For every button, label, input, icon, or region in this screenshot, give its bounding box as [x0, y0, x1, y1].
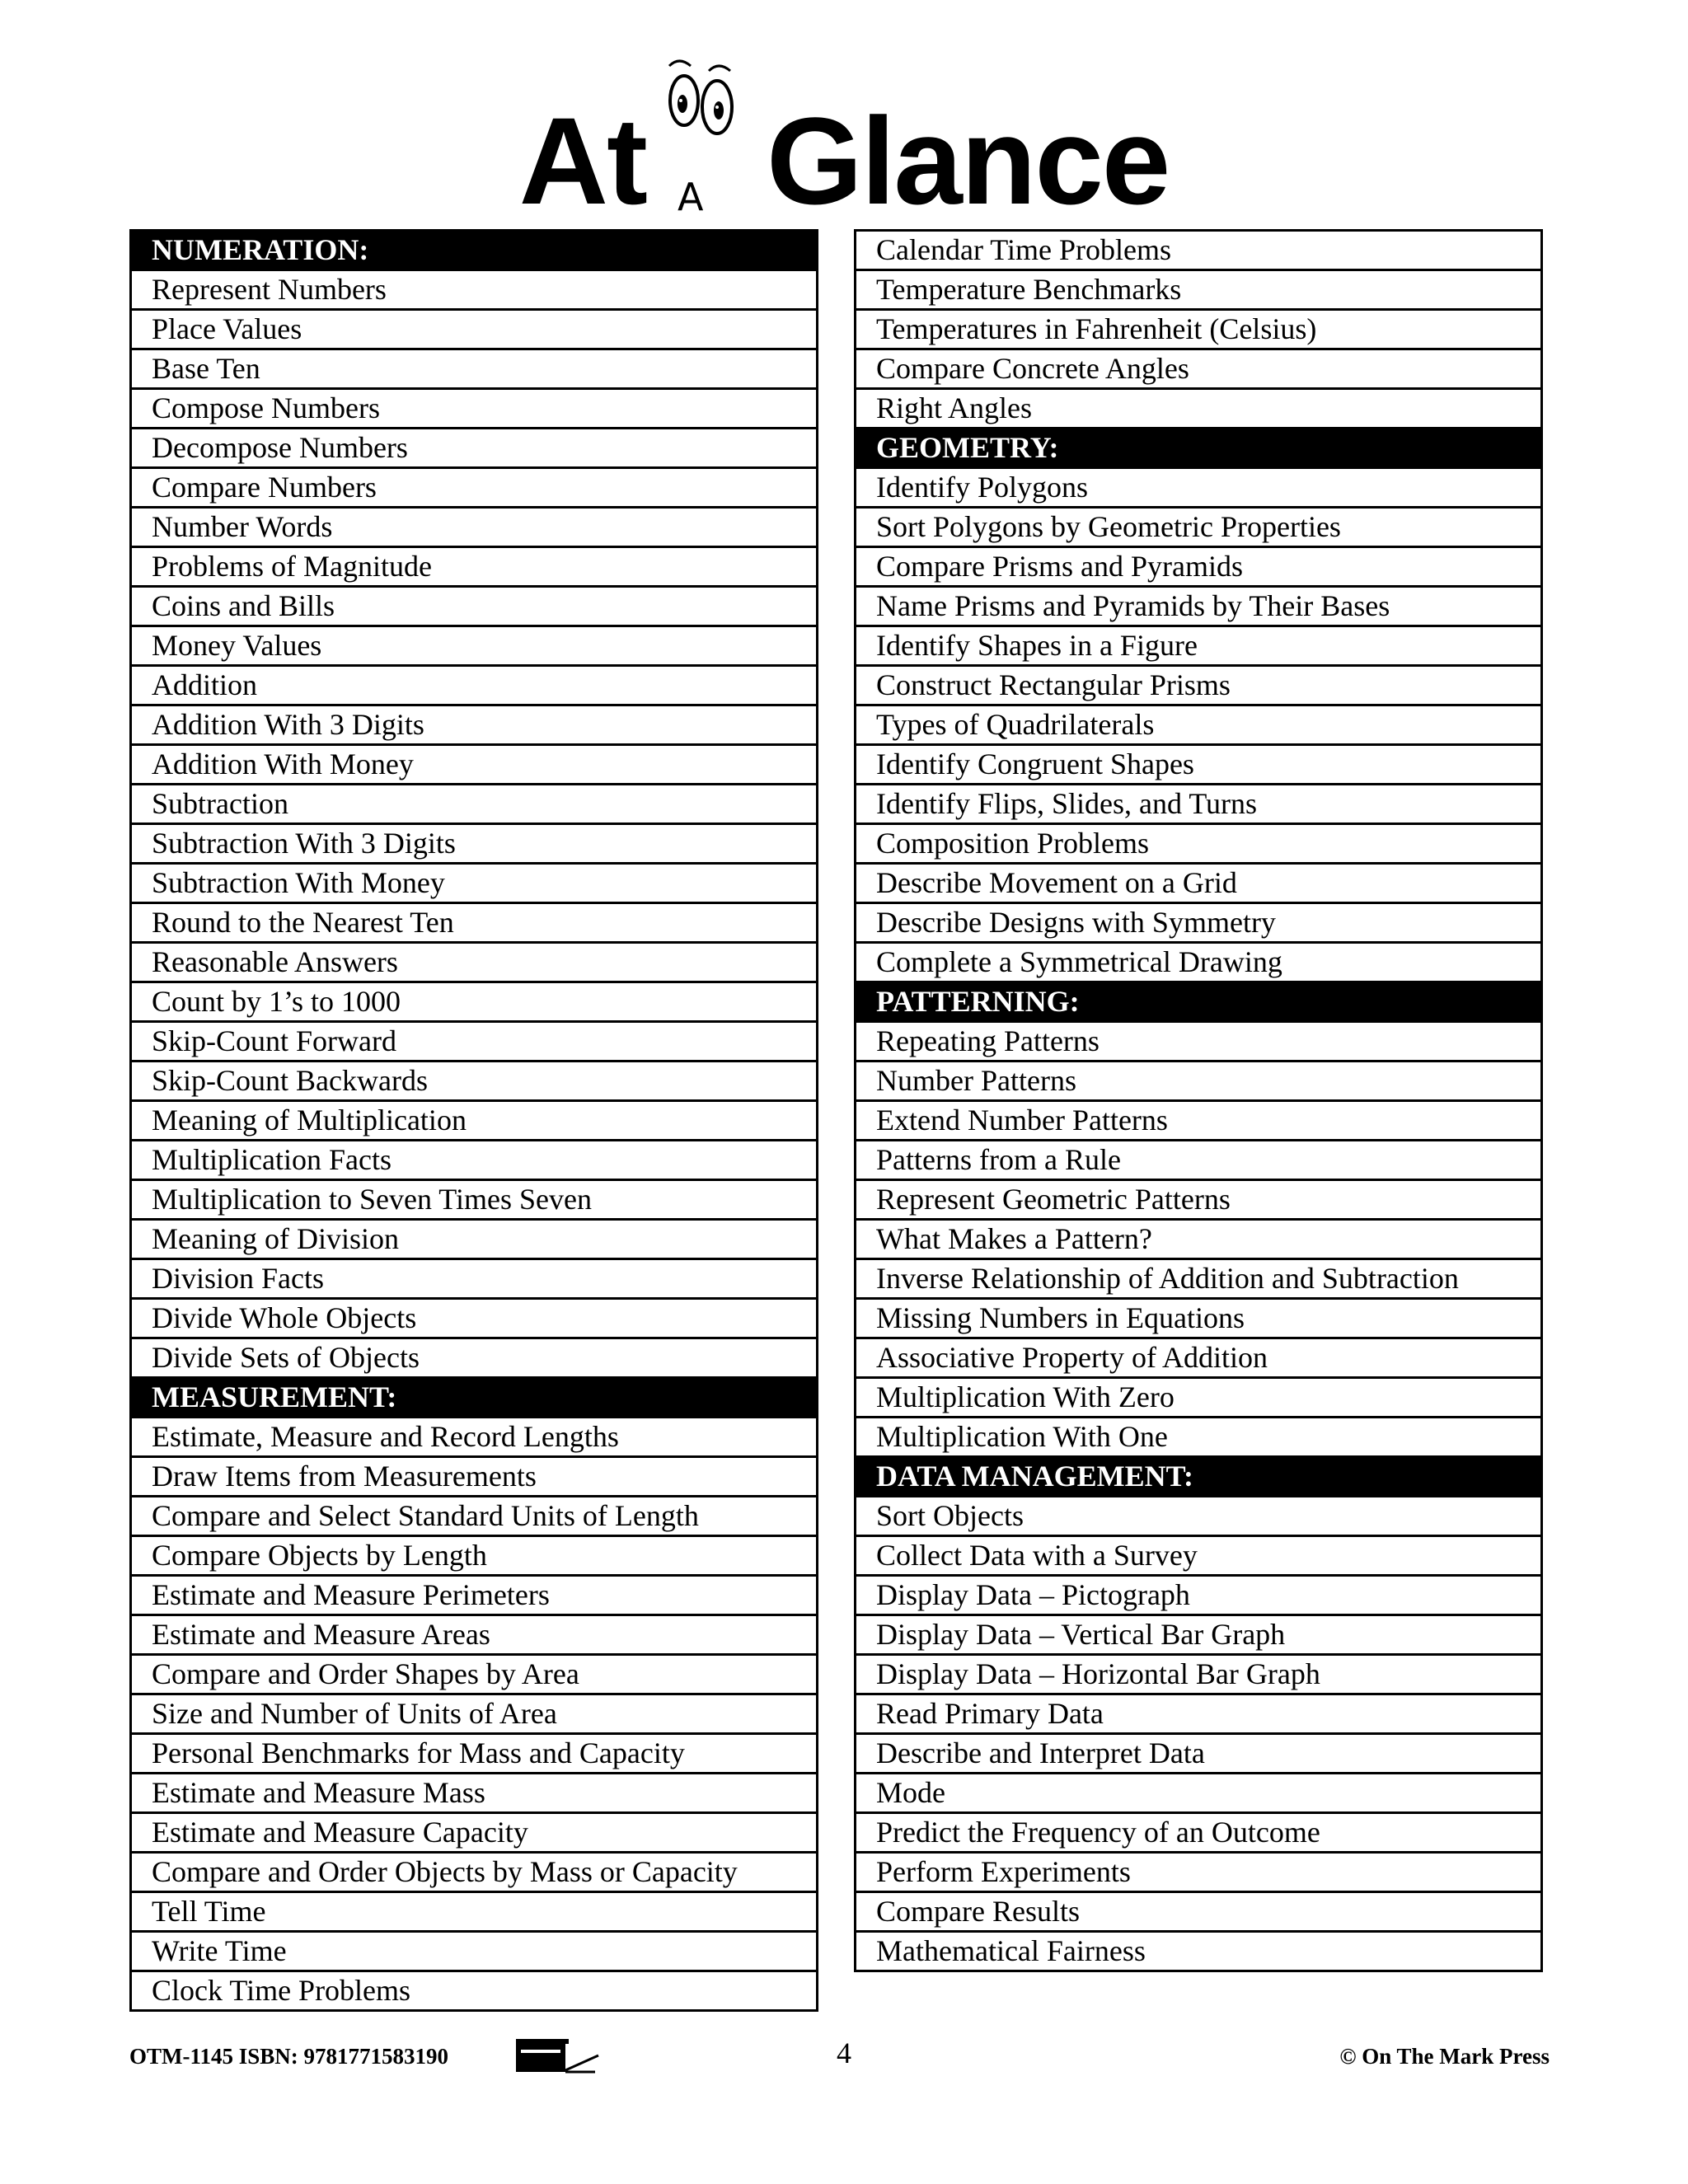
- section-header: PATTERNING:: [856, 981, 1540, 1020]
- topic-row: Meaning of Division: [132, 1218, 816, 1258]
- topic-row: Compare and Order Objects by Mass or Capacity: [132, 1851, 816, 1891]
- topic-row: Estimate and Measure Mass: [132, 1772, 816, 1811]
- topic-row: Compare and Select Standard Units of Length: [132, 1495, 816, 1535]
- topic-row: Number Words: [132, 506, 816, 546]
- topic-row: Represent Geometric Patterns: [856, 1179, 1540, 1218]
- topic-row: Round to the Nearest Ten: [132, 902, 816, 941]
- topic-row: Inverse Relationship of Addition and Subtraction: [856, 1258, 1540, 1297]
- topic-row: Patterns from a Rule: [856, 1139, 1540, 1179]
- googly-eyes-icon: [653, 49, 760, 148]
- topic-row: Composition Problems: [856, 823, 1540, 862]
- topic-row: Perform Experiments: [856, 1851, 1540, 1891]
- topic-row: Estimate and Measure Capacity: [132, 1811, 816, 1851]
- topic-row: Subtraction: [132, 783, 816, 823]
- topic-row: Identify Flips, Slides, and Turns: [856, 783, 1540, 823]
- topic-row: Addition With 3 Digits: [132, 704, 816, 743]
- topic-row: Division Facts: [132, 1258, 816, 1297]
- topic-row: Repeating Patterns: [856, 1020, 1540, 1060]
- title-glance: Glance: [767, 91, 1170, 230]
- topic-row: Compare Results: [856, 1891, 1540, 1930]
- topic-row: Compare Concrete Angles: [856, 348, 1540, 387]
- topic-row: Compose Numbers: [132, 387, 816, 427]
- topic-row: Estimate, Measure and Record Lengths: [132, 1416, 816, 1455]
- topic-row: Display Data – Horizontal Bar Graph: [856, 1653, 1540, 1693]
- topic-row: Compare Numbers: [132, 466, 816, 506]
- topic-row: Number Patterns: [856, 1060, 1540, 1099]
- topic-row: Place Values: [132, 308, 816, 348]
- topic-row: Right Angles: [856, 387, 1540, 427]
- topic-row: Estimate and Measure Perimeters: [132, 1574, 816, 1614]
- topic-row: Divide Sets of Objects: [132, 1337, 816, 1376]
- topic-row: Write Time: [132, 1930, 816, 1970]
- topic-row: Problems of Magnitude: [132, 546, 816, 585]
- topic-row: Temperatures in Fahrenheit (Celsius): [856, 308, 1540, 348]
- right-topic-list: [854, 229, 1543, 1972]
- topic-row: Identify Shapes in a Figure: [856, 625, 1540, 664]
- topic-row: Complete a Symmetrical Drawing: [856, 941, 1540, 981]
- topic-row: Display Data – Vertical Bar Graph: [856, 1614, 1540, 1653]
- topic-row: Skip-Count Backwards: [132, 1060, 816, 1099]
- topic-row: What Makes a Pattern?: [856, 1218, 1540, 1258]
- section-header: GEOMETRY:: [856, 427, 1540, 466]
- section-header: DATA MANAGEMENT:: [856, 1455, 1540, 1495]
- topic-row: Money Values: [132, 625, 816, 664]
- topic-row: Describe Designs with Symmetry: [856, 902, 1540, 941]
- topic-row: Count by 1’s to 1000: [132, 981, 816, 1020]
- topic-row: Temperature Benchmarks: [856, 269, 1540, 308]
- topic-row: Sort Polygons by Geometric Properties: [856, 506, 1540, 546]
- title-at: At: [518, 91, 647, 230]
- topic-row: Divide Whole Objects: [132, 1297, 816, 1337]
- topic-row: Predict the Frequency of an Outcome: [856, 1811, 1540, 1851]
- left-topic-list: [129, 229, 818, 2012]
- topic-row: Multiplication Facts: [132, 1139, 816, 1179]
- topic-row: Calendar Time Problems: [876, 233, 1171, 266]
- topic-row: Skip-Count Forward: [132, 1020, 816, 1060]
- page-footer: [0, 2036, 1688, 2077]
- topic-row: Types of Quadrilaterals: [856, 704, 1540, 743]
- topic-row: Meaning of Multiplication: [132, 1099, 816, 1139]
- topic-row: Decompose Numbers: [132, 427, 816, 466]
- title-a: A: [678, 175, 704, 219]
- topic-row: Represent Numbers: [132, 269, 816, 308]
- topic-row: Display Data – Pictograph: [856, 1574, 1540, 1614]
- topic-row: Estimate and Measure Areas: [132, 1614, 816, 1653]
- topic-row: Reasonable Answers: [132, 941, 816, 981]
- topic-row: Collect Data with a Survey: [856, 1535, 1540, 1574]
- topic-row: Personal Benchmarks for Mass and Capacity: [132, 1732, 816, 1772]
- title-eyes-logo: [653, 91, 760, 223]
- topic-row: Mode: [856, 1772, 1540, 1811]
- topic-row: Draw Items from Measurements: [132, 1455, 816, 1495]
- topic-row: Extend Number Patterns: [856, 1099, 1540, 1139]
- footer-copyright: © On The Mark Press: [1339, 2044, 1550, 2069]
- topic-row: Compare Prisms and Pyramids: [856, 546, 1540, 585]
- topic-row: Identify Polygons: [856, 466, 1540, 506]
- topic-row: Subtraction With Money: [132, 862, 816, 902]
- topic-row: Missing Numbers in Equations: [856, 1297, 1540, 1337]
- topic-row: Read Primary Data: [856, 1693, 1540, 1732]
- section-header: NUMERATION:: [132, 232, 816, 269]
- topic-row: Multiplication to Seven Times Seven: [132, 1179, 816, 1218]
- topic-row: Construct Rectangular Prisms: [856, 664, 1540, 704]
- topic-row: Subtraction With 3 Digits: [132, 823, 816, 862]
- page-number: 4: [837, 2036, 851, 2069]
- topic-row: Name Prisms and Pyramids by Their Bases: [856, 585, 1540, 625]
- copier-icon: [513, 2036, 603, 2081]
- page-title: [0, 91, 1688, 230]
- topic-row: Size and Number of Units of Area: [132, 1693, 816, 1732]
- topic-row: Sort Objects: [856, 1495, 1540, 1535]
- topic-row: Base Ten: [132, 348, 816, 387]
- topic-row: Describe and Interpret Data: [856, 1732, 1540, 1772]
- topic-row: Describe Movement on a Grid: [856, 862, 1540, 902]
- topic-row: Clock Time Problems: [132, 1970, 816, 2009]
- topic-row: Coins and Bills: [132, 585, 816, 625]
- section-header: MEASUREMENT:: [132, 1376, 816, 1416]
- topic-row: Associative Property of Addition: [856, 1337, 1540, 1376]
- footer-isbn: OTM-1145 ISBN: 9781771583190: [129, 2044, 449, 2069]
- topic-row: Identify Congruent Shapes: [856, 743, 1540, 783]
- topic-row: Multiplication With Zero: [856, 1376, 1540, 1416]
- topic-row: Tell Time: [132, 1891, 816, 1930]
- topic-row: Addition With Money: [132, 743, 816, 783]
- topic-row: Compare and Order Shapes by Area: [132, 1653, 816, 1693]
- topic-row: Mathematical Fairness: [856, 1930, 1540, 1970]
- topic-row: Multiplication With One: [856, 1416, 1540, 1455]
- topic-row: Addition: [132, 664, 816, 704]
- topic-row: Compare Objects by Length: [132, 1535, 816, 1574]
